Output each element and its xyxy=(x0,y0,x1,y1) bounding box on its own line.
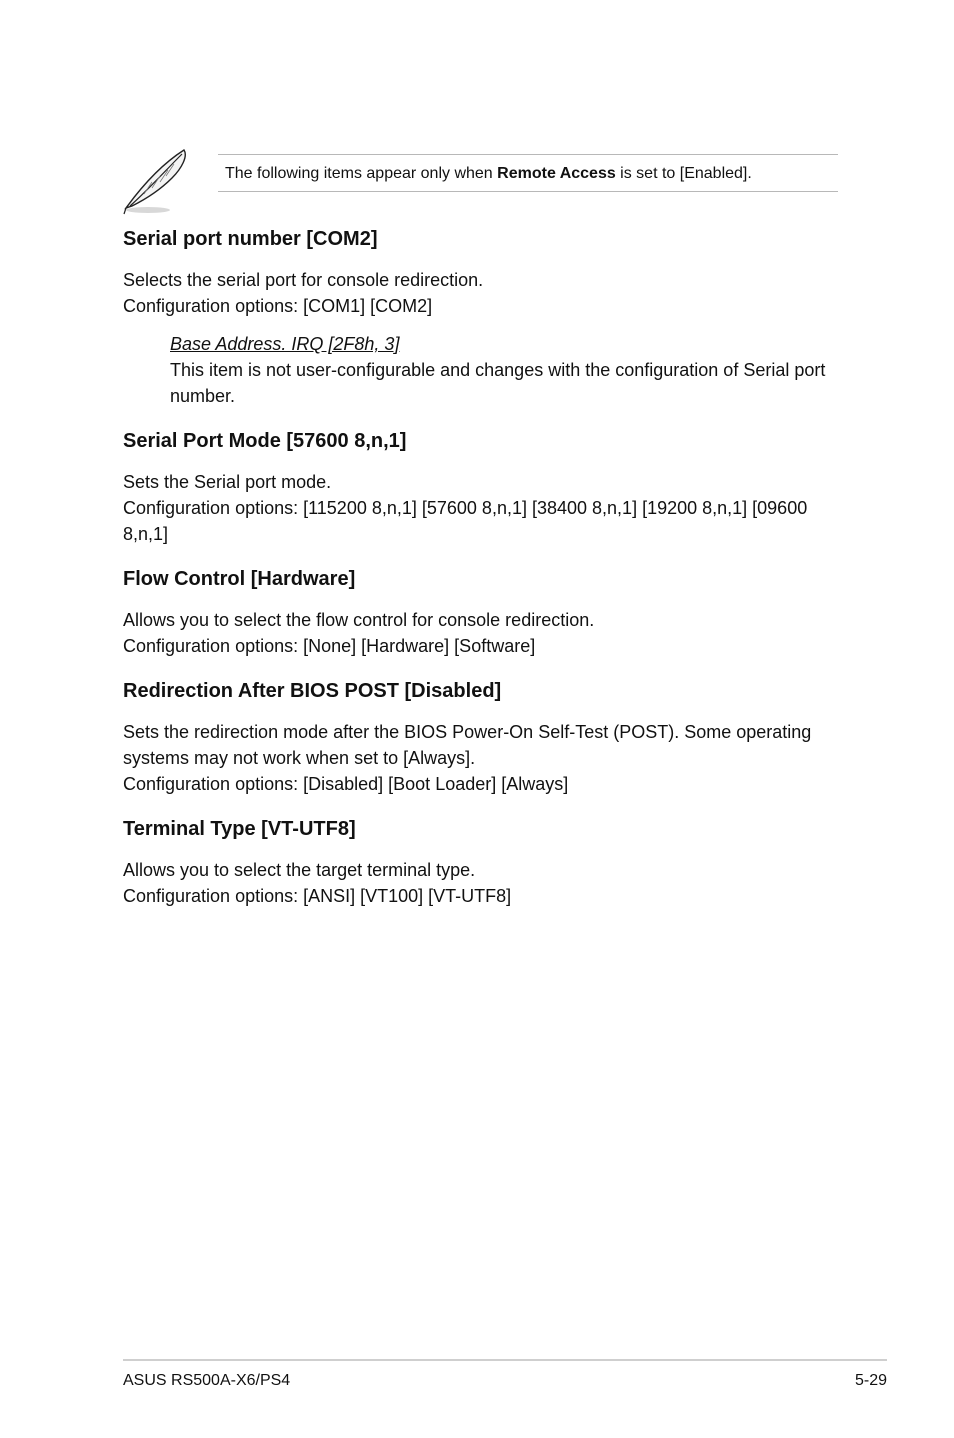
section-line: Configuration options: [None] [Hardware] [Software] xyxy=(123,636,536,656)
feather-pen-icon xyxy=(122,146,192,216)
footer-page-number: 5-29 xyxy=(854,1372,887,1389)
page-footer xyxy=(123,1359,887,1389)
section-title: Terminal Type [VT-UTF8] xyxy=(123,818,356,840)
section-line: Allows you to select the flow control for console redirection. xyxy=(123,610,595,630)
section-redirection-after-bios-post xyxy=(123,677,843,797)
section-serial-port-mode xyxy=(123,427,843,547)
note-text-before: The following items appear only when xyxy=(225,165,498,182)
note-box xyxy=(218,154,838,192)
section-line: Configuration options: [115200 8,n,1] [57600 8,n,1] [38400 8,n,1] [19200 8,n,1] [09600 8,n,1] xyxy=(123,498,808,544)
section-title: Serial port number [COM2] xyxy=(123,228,378,250)
note-callout xyxy=(122,146,838,216)
section-title: Flow Control [Hardware] xyxy=(123,568,356,590)
note-text-after: is set to [Enabled]. xyxy=(615,165,752,182)
section-line: Sets the Serial port mode. xyxy=(123,472,332,492)
section-line: Configuration options: [COM1] [COM2] xyxy=(123,296,433,316)
section-serial-port-number xyxy=(123,225,843,409)
note-text-bold: Remote Access xyxy=(497,165,616,182)
footer-product-name: ASUS RS500A-X6/PS4 xyxy=(123,1372,291,1389)
section-title: Redirection After BIOS POST [Disabled] xyxy=(123,680,502,702)
subsection-base-address xyxy=(170,331,846,409)
section-line: Configuration options: [ANSI] [VT100] [VT-UTF8] xyxy=(123,886,512,906)
section-line: Sets the redirection mode after the BIOS Power-On Self-Test (POST). Some operating systems may not work when set to [Always]. xyxy=(123,722,812,768)
section-terminal-type xyxy=(123,815,843,909)
section-title: Serial Port Mode [57600 8,n,1] xyxy=(123,430,407,452)
section-line: Selects the serial port for console redirection. xyxy=(123,270,484,290)
main-content xyxy=(123,225,843,927)
subsection-title: Base Address. IRQ [2F8h, 3] xyxy=(170,334,400,354)
section-line: Allows you to select the target terminal type. xyxy=(123,860,476,880)
section-flow-control xyxy=(123,565,843,659)
subsection-text: This item is not user-configurable and changes with the configuration of Serial port number. xyxy=(170,360,826,406)
section-line: Configuration options: [Disabled] [Boot Loader] [Always] xyxy=(123,774,569,794)
